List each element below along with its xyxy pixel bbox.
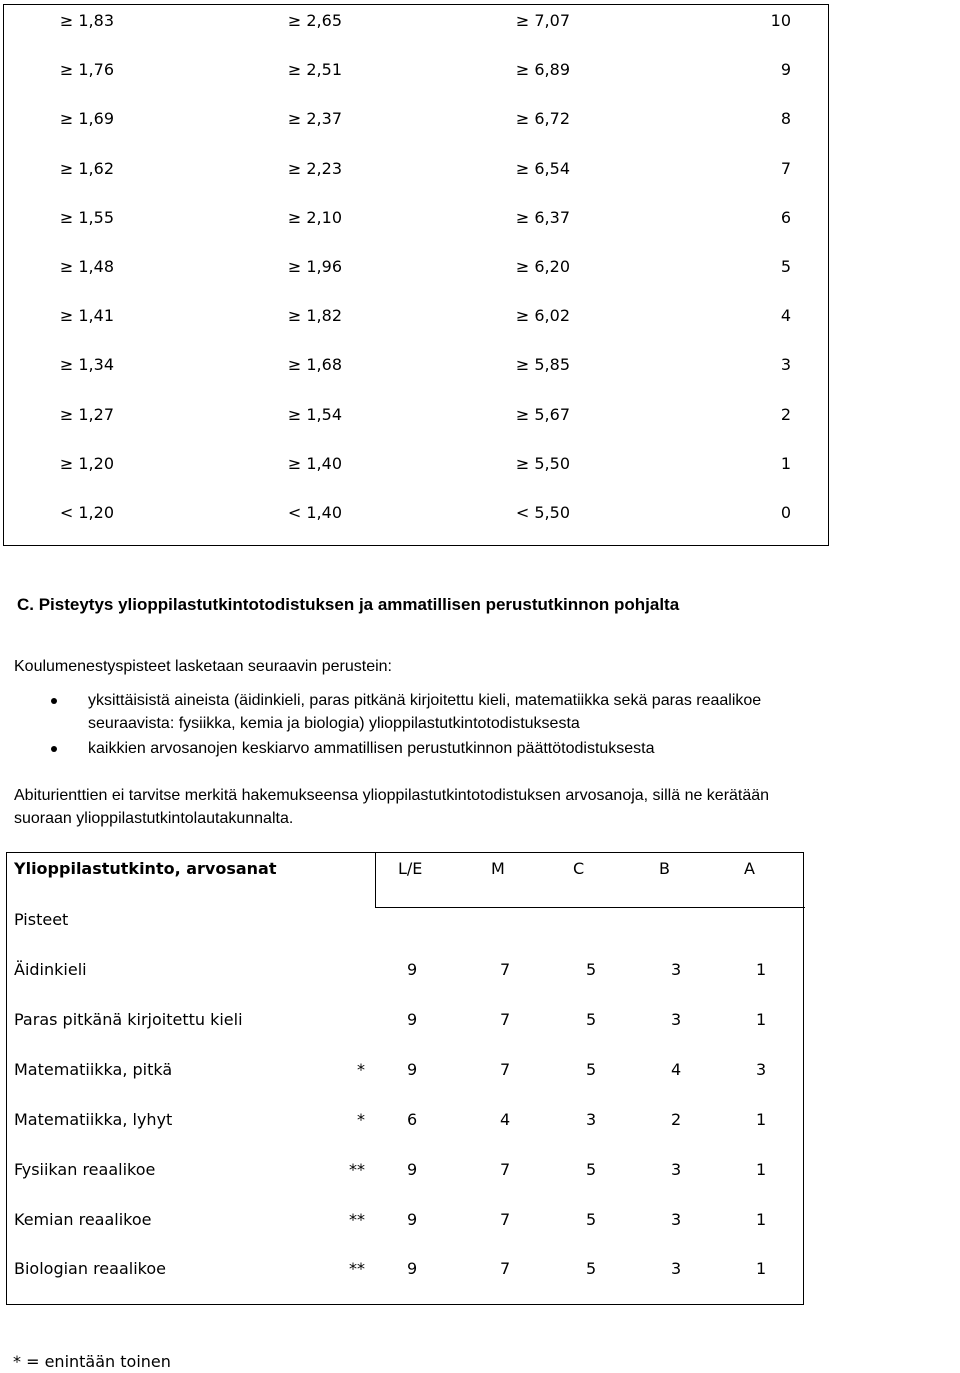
threshold-cell: ≥ 2,37 xyxy=(287,109,342,129)
note-paragraph xyxy=(14,784,960,830)
points-cell: 7 xyxy=(500,1059,511,1079)
bullet-1-line-1: yksittäisistä aineista (äidinkieli, paras pitkänä kirjoitettu kieli, matematiikka sekä paras reaalikoe xyxy=(88,692,762,709)
grade-column-header: B xyxy=(659,859,670,878)
points-cell: 5 xyxy=(586,1209,597,1229)
threshold-cell: 3 xyxy=(780,355,791,375)
bullet-icon xyxy=(51,746,57,752)
points-cell: 3 xyxy=(671,1259,682,1279)
threshold-cell: ≥ 6,89 xyxy=(515,60,570,80)
points-cell: 1 xyxy=(756,1209,767,1229)
threshold-cell: ≥ 6,37 xyxy=(515,207,570,227)
threshold-cell: ≥ 5,67 xyxy=(515,404,570,424)
subject-mark: * xyxy=(357,1109,365,1129)
threshold-cell: < 5,50 xyxy=(515,503,570,522)
threshold-row xyxy=(4,255,828,279)
points-cell: 5 xyxy=(586,1159,597,1179)
threshold-cell: ≥ 5,85 xyxy=(515,355,570,375)
subject-name: Matematiikka, lyhyt xyxy=(14,1109,173,1129)
subject-mark: ** xyxy=(349,1209,365,1229)
threshold-row xyxy=(4,403,828,427)
threshold-cell: ≥ 6,02 xyxy=(515,306,570,326)
grade-column-header: L/E xyxy=(398,859,423,878)
points-cell: 1 xyxy=(756,1159,767,1179)
subject-mark: ** xyxy=(349,1259,365,1279)
points-cell: 9 xyxy=(407,1059,418,1079)
threshold-row xyxy=(4,157,828,181)
threshold-row xyxy=(4,9,828,33)
threshold-cell: ≥ 6,54 xyxy=(515,158,570,178)
threshold-cell: ≥ 1,20 xyxy=(59,453,114,473)
threshold-row xyxy=(4,452,828,476)
threshold-row xyxy=(4,107,828,131)
threshold-cell: 10 xyxy=(770,11,791,30)
threshold-cell: ≥ 2,51 xyxy=(287,60,342,80)
subject-name: Biologian reaalikoe xyxy=(14,1259,166,1279)
points-cell: 3 xyxy=(756,1059,767,1079)
intro-text: Koulumenestyspisteet lasketaan seuraavin perustein: xyxy=(14,658,392,675)
header-underline xyxy=(375,907,805,908)
points-cell: 4 xyxy=(671,1059,682,1079)
threshold-cell: 9 xyxy=(780,60,791,80)
bullet-icon xyxy=(51,698,57,704)
subject-mark: ** xyxy=(349,1159,365,1179)
points-cell: 3 xyxy=(671,1209,682,1229)
points-cell: 5 xyxy=(586,1009,597,1029)
points-cell: 7 xyxy=(500,1009,511,1029)
section-c-title: C. Pisteytys ylioppilastutkintotodistuksen ja ammatillisen perustutkinnon pohjalta xyxy=(17,595,680,614)
note-line-2: suoraan ylioppilastutkintolautakunnalta. xyxy=(14,810,294,827)
threshold-cell: ≥ 7,07 xyxy=(515,11,570,30)
threshold-cell: 7 xyxy=(780,158,791,178)
points-label: Pisteet xyxy=(14,910,69,929)
threshold-cell: ≥ 5,50 xyxy=(515,453,570,473)
subject-name: Äidinkieli xyxy=(14,960,87,979)
threshold-table xyxy=(3,4,829,546)
points-cell: 7 xyxy=(500,1159,511,1179)
subject-mark xyxy=(297,958,365,982)
bullet-2-line-1: kaikkien arvosanojen keskiarvo ammatillisen perustutkinnon päättötodistuksesta xyxy=(88,740,655,757)
threshold-cell: ≥ 2,23 xyxy=(287,158,342,178)
points-cell: 3 xyxy=(671,1159,682,1179)
points-cell: 9 xyxy=(407,1159,418,1179)
points-cell: 9 xyxy=(407,1009,418,1029)
points-cell: 1 xyxy=(756,1109,767,1129)
points-cell: 7 xyxy=(500,960,511,979)
threshold-cell: 4 xyxy=(780,306,791,326)
points-cell: 9 xyxy=(407,960,418,979)
threshold-row xyxy=(4,206,828,230)
points-cell: 9 xyxy=(407,1209,418,1229)
points-cell: 6 xyxy=(407,1109,418,1129)
threshold-cell: ≥ 2,65 xyxy=(287,11,342,30)
grades-table xyxy=(6,852,804,1305)
threshold-cell: 1 xyxy=(780,453,791,473)
grade-column-header: C xyxy=(573,859,585,878)
threshold-cell: ≥ 1,54 xyxy=(287,404,342,424)
header-divider xyxy=(375,853,376,908)
subject-name: Paras pitkänä kirjoitettu kieli xyxy=(14,1009,243,1029)
threshold-cell: < 1,20 xyxy=(59,503,114,522)
threshold-cell: 2 xyxy=(780,404,791,424)
threshold-cell: 0 xyxy=(780,503,791,522)
points-cell: 7 xyxy=(500,1209,511,1229)
threshold-cell: 5 xyxy=(780,257,791,276)
subject-name: Matematiikka, pitkä xyxy=(14,1059,173,1079)
subject-mark xyxy=(297,1008,365,1032)
threshold-cell: ≥ 1,41 xyxy=(59,306,114,326)
footnote: * = enintään toinen xyxy=(13,1352,171,1371)
threshold-cell: ≥ 1,27 xyxy=(59,404,114,424)
subject-mark: * xyxy=(357,1059,365,1079)
points-cell: 7 xyxy=(500,1259,511,1279)
subject-name: Fysiikan reaalikoe xyxy=(14,1159,156,1179)
points-cell: 3 xyxy=(671,960,682,979)
threshold-cell: ≥ 1,83 xyxy=(59,11,114,30)
threshold-cell: ≥ 1,40 xyxy=(287,453,342,473)
points-cell: 9 xyxy=(407,1259,418,1279)
threshold-row xyxy=(4,501,828,525)
points-cell: 3 xyxy=(586,1109,597,1129)
points-cell: 2 xyxy=(671,1109,682,1129)
threshold-cell: ≥ 1,34 xyxy=(59,355,114,375)
points-cell: 1 xyxy=(756,1009,767,1029)
threshold-row xyxy=(4,353,828,377)
note-line-1: Abiturienttien ei tarvitse merkitä hakemukseensa ylioppilastutkintotodistuksen arvosanoja, sillä ne kerätään xyxy=(14,787,770,804)
grade-column-header: A xyxy=(744,859,755,878)
points-cell: 5 xyxy=(586,1259,597,1279)
threshold-cell: ≥ 6,20 xyxy=(515,257,570,276)
grade-column-header: M xyxy=(491,859,505,878)
threshold-cell: < 1,40 xyxy=(287,503,342,522)
threshold-cell: 8 xyxy=(780,109,791,129)
threshold-cell: ≥ 1,69 xyxy=(59,109,114,129)
threshold-cell: ≥ 1,48 xyxy=(59,257,114,276)
threshold-row xyxy=(4,58,828,82)
points-cell: 3 xyxy=(671,1009,682,1029)
threshold-cell: 6 xyxy=(780,207,791,227)
threshold-cell: ≥ 1,62 xyxy=(59,158,114,178)
threshold-cell: ≥ 1,76 xyxy=(59,60,114,80)
points-cell: 4 xyxy=(500,1109,511,1129)
points-cell: 1 xyxy=(756,960,767,979)
points-cell: 1 xyxy=(756,1259,767,1279)
subject-name: Kemian reaalikoe xyxy=(14,1209,152,1229)
threshold-cell: ≥ 1,55 xyxy=(59,207,114,227)
grades-header-label: Ylioppilastutkinto, arvosanat xyxy=(14,859,277,878)
threshold-row xyxy=(4,304,828,328)
threshold-cell: ≥ 2,10 xyxy=(287,207,342,227)
points-cell: 5 xyxy=(586,1059,597,1079)
bullet-1-line-2: seuraavista: fysiikka, kemia ja biologia) ylioppilastutkintotodistuksesta xyxy=(88,715,580,732)
points-cell: 5 xyxy=(586,960,597,979)
threshold-cell: ≥ 1,82 xyxy=(287,306,342,326)
threshold-cell: ≥ 6,72 xyxy=(515,109,570,129)
threshold-cell: ≥ 1,96 xyxy=(287,257,342,276)
threshold-cell: ≥ 1,68 xyxy=(287,355,342,375)
